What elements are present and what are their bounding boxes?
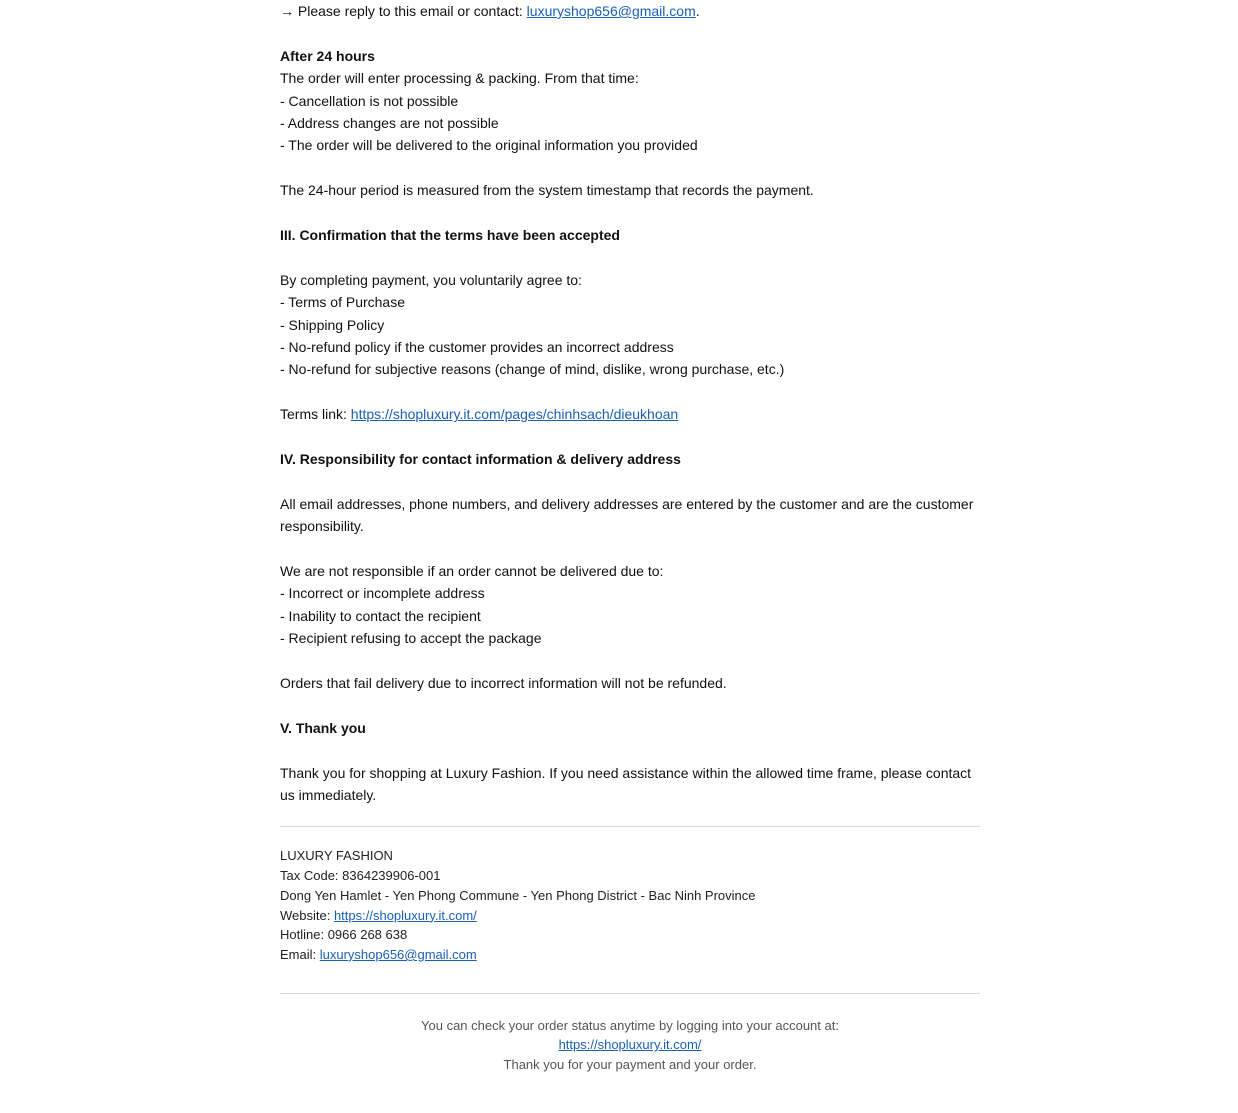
section-4-intro: We are not responsible if an order cannot be delivered due to: [280,563,664,580]
after-24-heading: After 24 hours [280,47,375,64]
list-item: - Incorrect or incomplete address [280,585,485,602]
order-status-notice [280,1016,980,1075]
reply-line: → Please reply to this email or contact: luxuryshop656@gmail.com. [280,3,700,19]
list-item: - The order will be delivered to the original information you provided [280,137,698,154]
section-3-intro: By completing payment, you voluntarily agree to: [280,271,582,288]
list-item: - Inability to contact the recipient [280,607,481,624]
reply-email-link[interactable]: luxuryshop656@gmail.com [526,3,696,19]
list-item: - No-refund policy if the customer provides an incorrect address [280,339,674,356]
list-item: - Address changes are not possible [280,115,499,132]
terms-link-line: Terms link: https://shopluxury.it.com/pages/chinhsach/dieukhoan [280,406,679,423]
tax-code: Tax Code: 8364239906-001 [280,868,441,884]
terms-link[interactable]: https://shopluxury.it.com/pages/chinhsach/dieukhoan [350,406,679,423]
website-link[interactable]: https://shopluxury.it.com/ [333,907,477,923]
thank-you-paragraph: Thank you for shopping at Luxury Fashion. If you need assistance within the allowed time frame, please contact us immediately. [280,764,972,804]
email-body [280,0,980,1074]
section-5-heading: V. Thank you [280,719,366,736]
refund-note: Orders that fail delivery due to incorrect information will not be refunded. [280,675,727,692]
closing-thanks: Thank you for your payment and your order. [503,1056,757,1072]
responsibility-paragraph: All email addresses, phone numbers, and delivery addresses are entered by the customer and are the customer responsibility. [280,495,974,535]
list-item: - No-refund for subjective reasons (change of mind, dislike, wrong purchase, etc.) [280,361,785,378]
email-line: Email: luxuryshop656@gmail.com [280,946,477,962]
company-email-link[interactable]: luxuryshop656@gmail.com [319,946,477,962]
list-item: - Shipping Policy [280,316,385,333]
account-link[interactable]: https://shopluxury.it.com/ [558,1037,702,1053]
timestamp-note: The 24-hour period is measured from the system timestamp that records the payment. [280,182,814,199]
section-3-heading: III. Confirmation that the terms have been accepted [280,227,620,244]
list-item: - Terms of Purchase [280,294,406,311]
after-24-intro: The order will enter processing & packing. From that time: [280,70,639,87]
website-line: Website: https://shopluxury.it.com/ [280,907,477,923]
company-address: Dong Yen Hamlet - Yen Phong Commune - Yen Phong District - Bac Ninh Province [280,887,756,903]
hotline: Hotline: 0966 268 638 [280,927,408,943]
company-info [280,846,980,964]
company-name: LUXURY FASHION [280,848,393,864]
status-text: You can check your order status anytime by logging into your account at: [421,1017,839,1033]
list-item: - Cancellation is not possible [280,92,459,109]
section-4-heading: IV. Responsibility for contact information & delivery address [280,451,681,468]
list-item: - Recipient refusing to accept the package [280,630,542,647]
